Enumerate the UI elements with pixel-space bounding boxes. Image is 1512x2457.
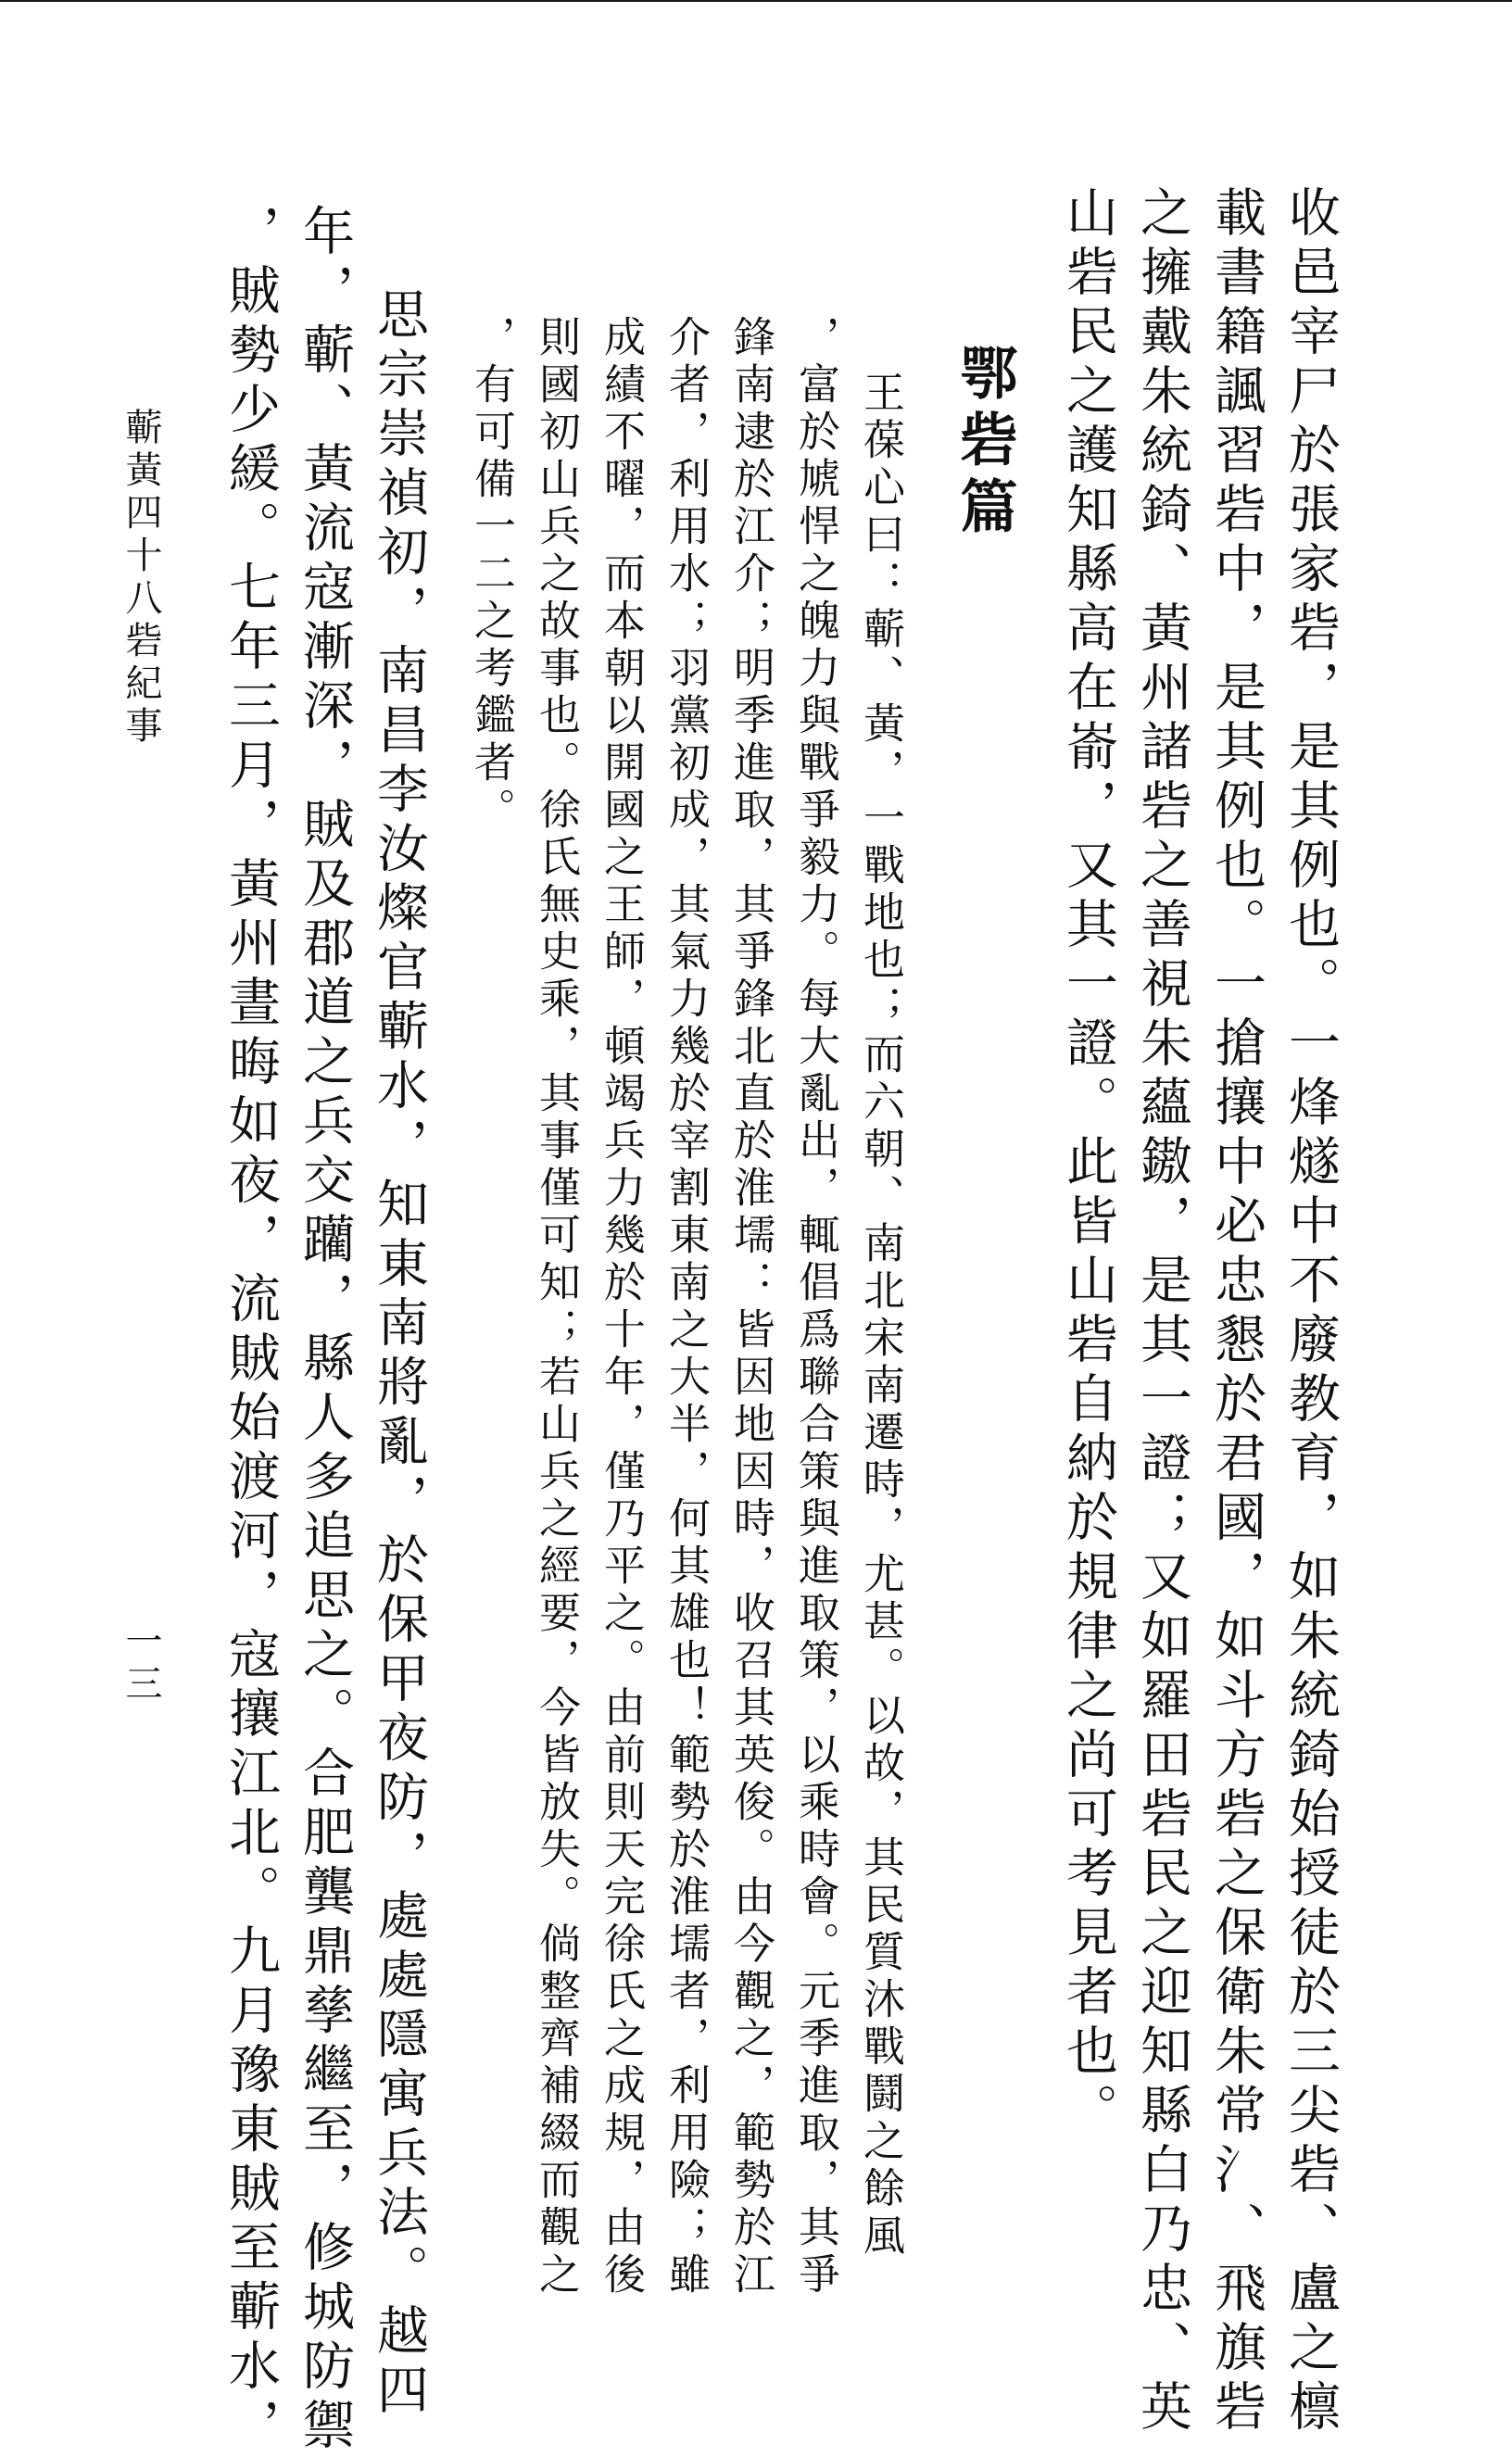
running-title: 蘄黃四十八砦紀事 bbox=[120, 408, 162, 749]
upper-passage-line: 載書籍諷習砦中，是其例也。一搶攘中必忠懇於君國，如斗方砦之保衛朱常氵、飛旗砦 bbox=[1206, 185, 1266, 2438]
commentary-line: 鋒南逮於江介；明季進取，其爭鋒北直於淮壖：皆因地因時，收召其英俊。由今觀之，範勢於江 bbox=[726, 315, 775, 2300]
upper-passage-line: 之擁戴朱統錡、黃州諸砦之善視朱蘊𨫼，是其一證；又如羅田砦民之迎知縣白乃忠、英 bbox=[1132, 185, 1192, 2438]
lower-passage-line: ，賊勢少緩。七年三月，黃州晝晦如夜，流賊始渡河，寇攘江北。九月豫東賊至蘄水， bbox=[220, 204, 281, 2457]
page-number: 一三 bbox=[120, 1621, 162, 1707]
section-title: 鄂砦篇 bbox=[951, 343, 1018, 543]
commentary-line: 則國初山兵之故事也。徐氏無史乘，其事僅可知；若山兵之經要，今皆放失。倘整齊補綴而觀之 bbox=[532, 315, 581, 2300]
commentary-line: 成績不曜，而本朝以開國之王師，頓竭兵力幾於十年，僅乃平之。由前則天完徐氏之成規，由後 bbox=[597, 315, 646, 2300]
lower-passage-line: 年，蘄、黃流寇漸深，賊及郡道之兵交躪，縣人多追思之。合肥龔鼎孳繼至，修城防禦 bbox=[295, 204, 355, 2457]
commentary-line: 介者，利用水；羽黨初成，其氣力幾於宰割東南之大半，何其雄也！範勢於淮壖者，利用險；雖 bbox=[662, 315, 711, 2300]
upper-passage-line: 山砦民之護知縣高在嵛，又其一證。此皆山砦自納於規律之尚可考見者也。 bbox=[1058, 185, 1118, 2142]
commentary-line: ，富於虓悍之魄力與戰爭毅力。每大亂出，輒倡爲聯合策與進取策，以乘時會。元季進取，其爭 bbox=[791, 315, 840, 2300]
upper-passage-line: 收邑宰尸於張家砦，是其例也。一烽燧中不廢教育，如朱統錡始授徒於三尖砦、盧之檩 bbox=[1280, 185, 1341, 2438]
lower-passage-line: 思宗崇禎初，南昌李汝燦官蘄水，知東南將亂，於保甲夜防，處處隱寓兵法。越四 bbox=[369, 287, 429, 2422]
commentary-line: 王葆心曰：蘄、黃，一戰地也；而六朝、南北宋南遷時，尤甚。以故，其民質沐戰鬪之餘風 bbox=[856, 371, 905, 2261]
commentary-line: ，有可備一二之考鑑者。 bbox=[467, 315, 516, 835]
